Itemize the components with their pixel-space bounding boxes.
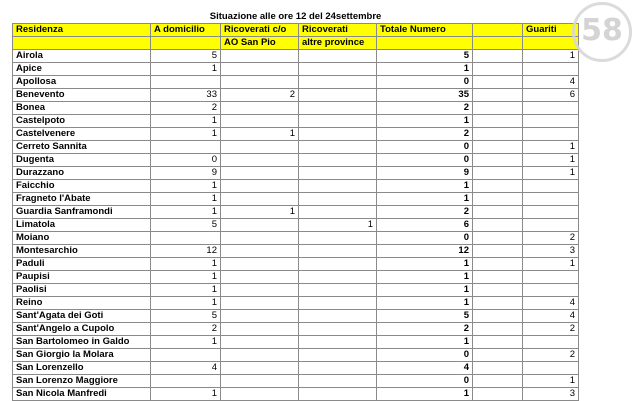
cell-residenza: Moiano [13,232,151,245]
cell-guariti [523,219,579,232]
cell-ricoverati-altre [299,167,377,180]
cell-residenza: Castelpoto [13,115,151,128]
table-row [13,180,579,193]
cell-blank [473,323,523,336]
cell-ricoverati-sanpio [221,193,299,206]
cell-blank [473,258,523,271]
cell-domicilio: 2 [151,323,221,336]
cell-residenza: San Nicola Manfredi [13,388,151,401]
cell-domicilio: 33 [151,89,221,102]
cell-blank [473,63,523,76]
cell-ricoverati-altre [299,63,377,76]
cell-guariti: 1 [523,375,579,388]
header-totale-2 [377,37,473,50]
cell-ricoverati-sanpio [221,388,299,401]
cell-blank [473,50,523,63]
cell-ricoverati-altre [299,310,377,323]
cell-totale: 4 [377,362,473,375]
cell-domicilio: 5 [151,310,221,323]
cell-totale: 1 [377,284,473,297]
cell-guariti [523,180,579,193]
cell-guariti: 3 [523,245,579,258]
table-row [13,193,579,206]
cell-domicilio: 1 [151,206,221,219]
table-row [13,284,579,297]
cell-residenza: Paupisi [13,271,151,284]
cell-blank [473,180,523,193]
cell-totale: 2 [377,128,473,141]
cell-domicilio [151,76,221,89]
cell-residenza: Sant'Angelo a Cupolo [13,323,151,336]
cell-totale: 1 [377,63,473,76]
table-row [13,76,579,89]
cell-domicilio: 1 [151,271,221,284]
cell-residenza: Paolisi [13,284,151,297]
cell-guariti: 1 [523,258,579,271]
situation-table [12,11,579,401]
cell-domicilio [151,141,221,154]
cell-ricoverati-altre [299,154,377,167]
cell-guariti: 1 [523,154,579,167]
cell-guariti: 1 [523,50,579,63]
header-domicilio: A domicilio [151,24,221,37]
cell-totale: 5 [377,50,473,63]
cell-blank [473,375,523,388]
cell-guariti: 2 [523,349,579,362]
cell-ricoverati-altre [299,297,377,310]
header-row [13,24,579,37]
table-row [13,141,579,154]
cell-ricoverati-sanpio [221,245,299,258]
cell-totale: 9 [377,167,473,180]
cell-ricoverati-sanpio [221,362,299,375]
cell-residenza: Airola [13,50,151,63]
header-ricoverati-altre: Ricoverati [299,24,377,37]
table-row [13,167,579,180]
cell-ricoverati-sanpio [221,297,299,310]
cell-ricoverati-sanpio [221,310,299,323]
cell-ricoverati-altre [299,284,377,297]
cell-ricoverati-altre [299,193,377,206]
cell-blank [473,271,523,284]
cell-domicilio [151,232,221,245]
cell-totale: 0 [377,375,473,388]
cell-guariti [523,102,579,115]
cell-totale: 2 [377,323,473,336]
cell-blank [473,193,523,206]
cell-blank [473,336,523,349]
cell-blank [473,167,523,180]
cell-domicilio: 1 [151,284,221,297]
cell-residenza: Dugenta [13,154,151,167]
cell-totale: 0 [377,154,473,167]
cell-blank [473,388,523,401]
cell-totale: 0 [377,232,473,245]
cell-ricoverati-altre [299,271,377,284]
header-domicilio-2 [151,37,221,50]
cell-ricoverati-sanpio: 1 [221,128,299,141]
cell-blank [473,219,523,232]
cell-ricoverati-altre [299,336,377,349]
cell-ricoverati-altre [299,141,377,154]
table-row [13,219,579,232]
cell-domicilio: 4 [151,362,221,375]
cell-residenza: Apollosa [13,76,151,89]
cell-ricoverati-altre [299,232,377,245]
cell-domicilio [151,349,221,362]
cell-guariti [523,336,579,349]
cell-residenza: Paduli [13,258,151,271]
cell-guariti: 4 [523,297,579,310]
cell-domicilio: 1 [151,258,221,271]
table-row [13,115,579,128]
table-row [13,206,579,219]
cell-blank [473,349,523,362]
cell-ricoverati-altre [299,128,377,141]
table-row [13,323,579,336]
cell-ricoverati-sanpio [221,154,299,167]
cell-totale: 0 [377,141,473,154]
cell-guariti [523,115,579,128]
header-ricoverati-sanpio-2: AO San Pio [221,37,299,50]
cell-domicilio: 1 [151,63,221,76]
cell-ricoverati-sanpio [221,50,299,63]
cell-domicilio: 12 [151,245,221,258]
cell-ricoverati-sanpio [221,180,299,193]
cell-ricoverati-sanpio [221,102,299,115]
cell-residenza: Castelvenere [13,128,151,141]
cell-residenza: Apice [13,63,151,76]
cell-ricoverati-sanpio [221,284,299,297]
cell-domicilio: 2 [151,102,221,115]
cell-totale: 2 [377,206,473,219]
table-row [13,128,579,141]
cell-ricoverati-altre [299,375,377,388]
cell-ricoverati-sanpio [221,219,299,232]
header-blank [473,24,523,37]
cell-totale: 1 [377,258,473,271]
table-row [13,310,579,323]
cell-domicilio: 5 [151,50,221,63]
cell-domicilio: 1 [151,388,221,401]
cell-ricoverati-sanpio [221,232,299,245]
cell-blank [473,154,523,167]
cell-residenza: Montesarchio [13,245,151,258]
table-row [13,63,579,76]
cell-guariti [523,206,579,219]
cell-residenza: Limatola [13,219,151,232]
table-row [13,154,579,167]
cell-ricoverati-altre [299,349,377,362]
cell-residenza: San Giorgio la Molara [13,349,151,362]
header-blank-2 [473,37,523,50]
cell-ricoverati-altre: 1 [299,219,377,232]
table-title: Situazione alle ore 12 del 24settembre [13,11,579,24]
cell-ricoverati-altre [299,362,377,375]
header-ricoverati-altre-2: altre province [299,37,377,50]
cell-totale: 35 [377,89,473,102]
cell-residenza: Faicchio [13,180,151,193]
cell-ricoverati-altre [299,206,377,219]
header-guariti-2 [523,37,579,50]
cell-blank [473,362,523,375]
table-row [13,349,579,362]
cell-totale: 1 [377,115,473,128]
cell-ricoverati-altre [299,102,377,115]
cell-ricoverati-sanpio [221,349,299,362]
table-row [13,388,579,401]
cell-blank [473,141,523,154]
cell-domicilio: 1 [151,128,221,141]
cell-residenza: Bonea [13,102,151,115]
cell-residenza: Reino [13,297,151,310]
cell-residenza: Guardia Sanframondi [13,206,151,219]
header-row-2 [13,37,579,50]
cell-guariti: 1 [523,167,579,180]
cell-blank [473,128,523,141]
header-totale: Totale Numero [377,24,473,37]
cell-totale: 5 [377,310,473,323]
cell-blank [473,310,523,323]
cell-domicilio: 1 [151,297,221,310]
cell-guariti: 4 [523,76,579,89]
cell-ricoverati-altre [299,258,377,271]
cell-blank [473,102,523,115]
watermark-logo: 58 [572,2,632,62]
cell-ricoverati-sanpio [221,141,299,154]
cell-ricoverati-sanpio [221,375,299,388]
cell-ricoverati-altre [299,115,377,128]
table-row [13,89,579,102]
cell-totale: 1 [377,271,473,284]
table-row [13,102,579,115]
cell-domicilio: 1 [151,180,221,193]
cell-guariti [523,362,579,375]
cell-ricoverati-altre [299,180,377,193]
cell-totale: 2 [377,102,473,115]
cell-residenza: Fragneto l'Abate [13,193,151,206]
cell-totale: 0 [377,76,473,89]
cell-guariti [523,193,579,206]
cell-domicilio: 1 [151,115,221,128]
header-residenza: Residenza [13,24,151,37]
cell-domicilio: 9 [151,167,221,180]
cell-ricoverati-sanpio [221,323,299,336]
title-row [13,11,579,24]
table-row [13,336,579,349]
cell-ricoverati-altre [299,388,377,401]
cell-blank [473,245,523,258]
cell-guariti [523,284,579,297]
cell-ricoverati-sanpio: 1 [221,206,299,219]
table-row [13,375,579,388]
cell-residenza: Benevento [13,89,151,102]
table-row [13,271,579,284]
cell-domicilio: 5 [151,219,221,232]
cell-totale: 12 [377,245,473,258]
cell-ricoverati-sanpio [221,258,299,271]
cell-blank [473,76,523,89]
table-row [13,297,579,310]
cell-ricoverati-altre [299,50,377,63]
table-row [13,245,579,258]
cell-guariti: 6 [523,89,579,102]
cell-residenza: San Lorenzello [13,362,151,375]
cell-domicilio [151,375,221,388]
cell-blank [473,206,523,219]
cell-domicilio: 1 [151,193,221,206]
cell-domicilio: 1 [151,336,221,349]
cell-ricoverati-sanpio [221,167,299,180]
cell-totale: 1 [377,180,473,193]
header-residenza-2 [13,37,151,50]
table-row [13,50,579,63]
cell-residenza: Sant'Agata dei Goti [13,310,151,323]
cell-ricoverati-altre [299,76,377,89]
cell-residenza: San Lorenzo Maggiore [13,375,151,388]
cell-domicilio: 0 [151,154,221,167]
cell-totale: 1 [377,336,473,349]
cell-ricoverati-sanpio [221,115,299,128]
cell-blank [473,284,523,297]
table-row [13,362,579,375]
cell-guariti [523,271,579,284]
cell-guariti [523,128,579,141]
table-row [13,232,579,245]
cell-blank [473,232,523,245]
cell-guariti: 1 [523,141,579,154]
cell-residenza: Cerreto Sannita [13,141,151,154]
cell-ricoverati-altre [299,89,377,102]
cell-totale: 0 [377,349,473,362]
cell-totale: 1 [377,297,473,310]
cell-ricoverati-sanpio [221,63,299,76]
cell-totale: 1 [377,388,473,401]
header-guariti: Guariti [523,24,579,37]
header-ricoverati-sanpio: Ricoverati c/o [221,24,299,37]
cell-residenza: Durazzano [13,167,151,180]
cell-guariti: 2 [523,323,579,336]
cell-blank [473,297,523,310]
cell-residenza: San Bartolomeo in Galdo [13,336,151,349]
cell-ricoverati-altre [299,245,377,258]
cell-guariti [523,63,579,76]
cell-ricoverati-sanpio [221,336,299,349]
cell-ricoverati-sanpio: 2 [221,89,299,102]
cell-blank [473,115,523,128]
cell-guariti: 3 [523,388,579,401]
cell-totale: 6 [377,219,473,232]
table-row [13,258,579,271]
cell-ricoverati-altre [299,323,377,336]
cell-guariti: 4 [523,310,579,323]
cell-ricoverati-sanpio [221,271,299,284]
cell-ricoverati-sanpio [221,76,299,89]
cell-blank [473,89,523,102]
cell-guariti: 2 [523,232,579,245]
cell-totale: 1 [377,193,473,206]
